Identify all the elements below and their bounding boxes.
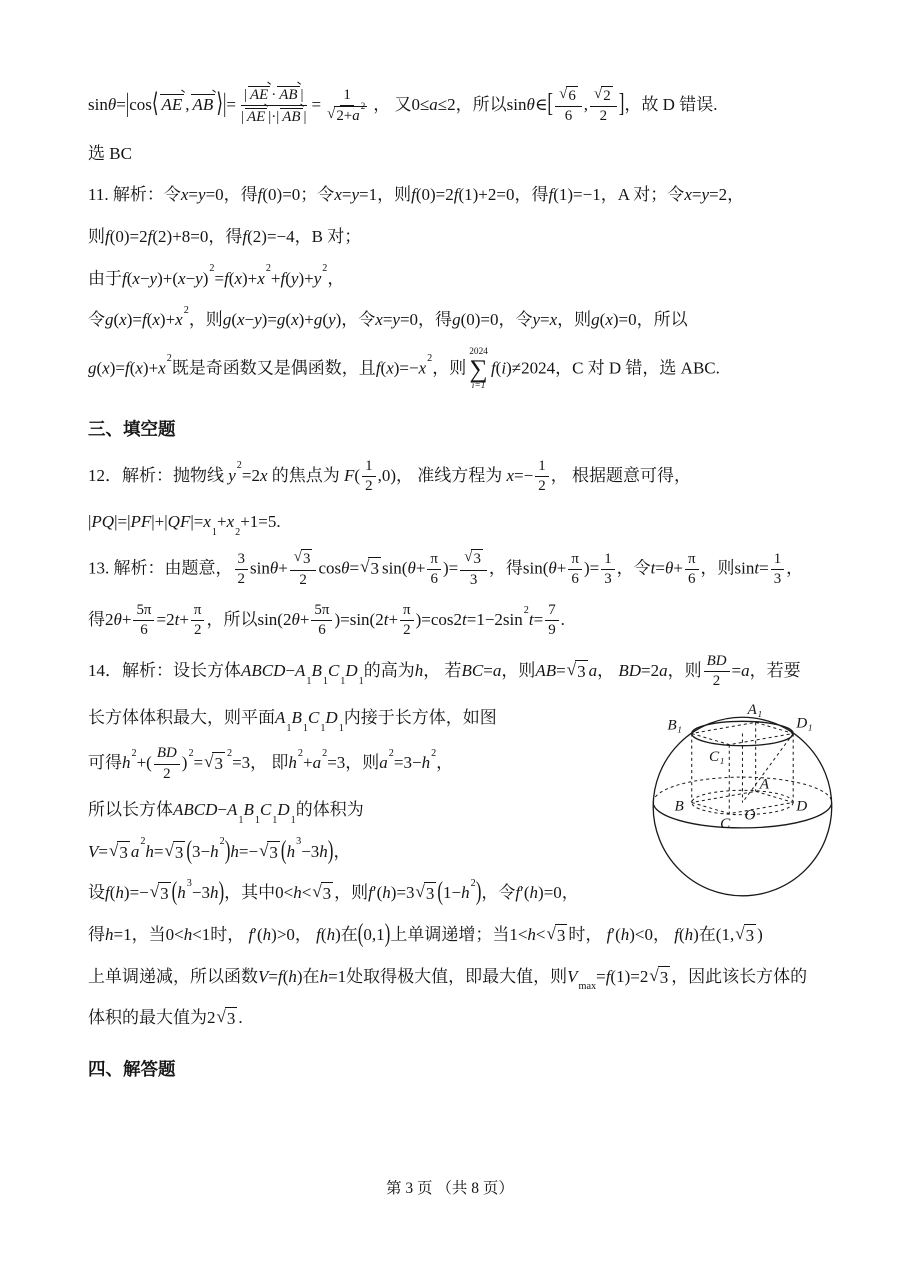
solution-line-13-a: 13. 解析：由题意， $\frac{3}{2}$ sinθ+ √ 3 2 cosθ= √ 3 sin(θ+ $\frac{\pi}{6}$ )= √ 3 3 ，得sin(θ+ $\frac{\pi}{6}$ )= $\frac{1}{3}$ ，令t=θ+ $\frac{\pi}{6}$ ，则sint= $\frac{1}{3}$ ， <box>88 549 804 588</box>
solution-line-10-sin-theta: sinθ=|cos⟨ AE , AB ⟩|= $\frac{| AE \cdot AB |}{| AE |\cdot| AB |}$ = 1 √ $2+a^2$ ， 又0≤a≤2，所以sinθ∈[ √ 6 6 , √ 2 2 ]，故 D 错误. <box>88 85 718 126</box>
solution-line-11-d: 令$g(x)=f(x)+x^2$，则g(x−y)=g(x)+g(y)，令x=y=0，得g(0)=0，令y=x，则g(x)=0，所以 <box>88 304 688 330</box>
solution-line-14-b: 长方体体积最大，则平面$A_1B_1C_1D_1$内接于长方体，如图 <box>88 707 497 734</box>
sphere-diagram <box>630 699 860 907</box>
solutions-content <box>88 84 860 1081</box>
solution-line-14-h: 上单调递减，所以函数V=f(h)在h=1处取得极大值，即最大值，则$V_{max}=f(1)=2$ √ 3 ，因此该长方体的 <box>88 965 808 993</box>
solution-line-11-e: $g(x)=f(x)+x^2$既是奇函数又是偶函数，且$f(x)=-x^2$，则 2024 ∑ i=1 f(i)≠2024，C 对 D 错，选 ABC. <box>88 346 720 392</box>
solution-line-11-a: 11. 解析：令x=y=0，得f(0)=0；令x=y=1，则f(0)=2f(1)+2=0，得f(1)=−1，A 对；令x=y=2， <box>88 185 745 205</box>
solution-line-11-b: 则f(0)=2f(2)+8=0，得f(2)=−4，B 对； <box>88 227 362 247</box>
section-heading-free-response: 四、解答题 <box>88 1058 176 1079</box>
solution-line-14-i: 体积的最大值为2 √ 3 . <box>88 1003 860 1034</box>
page-number-footer: 第 3 页 （共 8 页） <box>386 1180 514 1197</box>
figure-label-d: D <box>796 797 808 815</box>
figure-label-a1: A₁ <box>747 700 763 718</box>
solution-line-14-g: 得h=1，当0<h<1时， f′(h)>0， f(h)在(0,1)上单调递增；当1<h< √ 3 时， f′(h)<0， f(h)在(1, √ 3 ) <box>88 918 763 948</box>
solution-line-13-b: 得2θ+ $\frac{5\pi}{6}$ =2t+ $\frac{\pi}{2}$ ，所以sin(2θ+ $\frac{5\pi}{6}$ )=sin(2t+ $\frac{\pi}{2}$ )$=\cos 2t=1-2\sin^2t=$ $\frac{7}{9}$ . <box>88 601 565 639</box>
figure-label-o: O <box>744 806 756 824</box>
figure-label-b1: B₁ <box>667 716 682 734</box>
solution-line-12-a: 12．解析：抛物线 $y^2=2x$ 的焦点为 F( $\frac{1}{2}$ ,0)， 准线方程为 x=− $\frac{1}{2}$ ， 根据题意可得， <box>88 457 691 495</box>
solution-line-14-e: V= √ 3 $a^2h=$ √ 3 $(3-h^2)h=-$ √ 3 $(h^3-3h)$， <box>88 835 351 865</box>
solution-line-14-c: 可得$h^2+$( $\frac{BD}{2}$ )$^2$= √ 3 $^2$=3， 即$h^2+a^2=3$，则$a^2=3-h^2$， <box>88 745 454 782</box>
solution-line-12-b: $|PQ|=|PF|+|QF|=x_1+x_2+1=5$. <box>88 512 281 539</box>
solution-line-11-c: 由于$f(x-y)+(x-y)^2=f(x)+x^2+f(y)+y^2$， <box>88 263 345 288</box>
section-heading-fill-in-the-blanks: 三、填空题 <box>88 418 176 439</box>
solution-line-14-f: 设f(h)=− √ 3 $(h^3-3h)$，其中0<h< √ 3 ，则f′(h)=3 √ 3 $(1-h^2)$，令f′(h)=0， <box>88 876 579 907</box>
figure-label-c1: C₁ <box>708 747 725 765</box>
solution-line-14-d: 所以长方体$ABCD-A_1B_1C_1D_1$的体积为 <box>88 800 364 827</box>
figure-label-c: C <box>720 814 731 832</box>
solution-line-10-answer: 选 BC <box>88 143 132 163</box>
figure-label-d1: D₁ <box>796 714 813 732</box>
solution-line-14-a: 14．解析：设长方体$ABCD-A_1B_1C_1D_1$的高为h， 若BC=a，则AB= √ 3 a， BD=2a，则 $\frac{BD}{2}$ =a，若要 <box>88 652 801 690</box>
figure-label-a: A <box>759 774 770 792</box>
sphere-inscribed-cuboid-figure <box>630 699 860 907</box>
figure-label-b: B <box>674 797 684 815</box>
